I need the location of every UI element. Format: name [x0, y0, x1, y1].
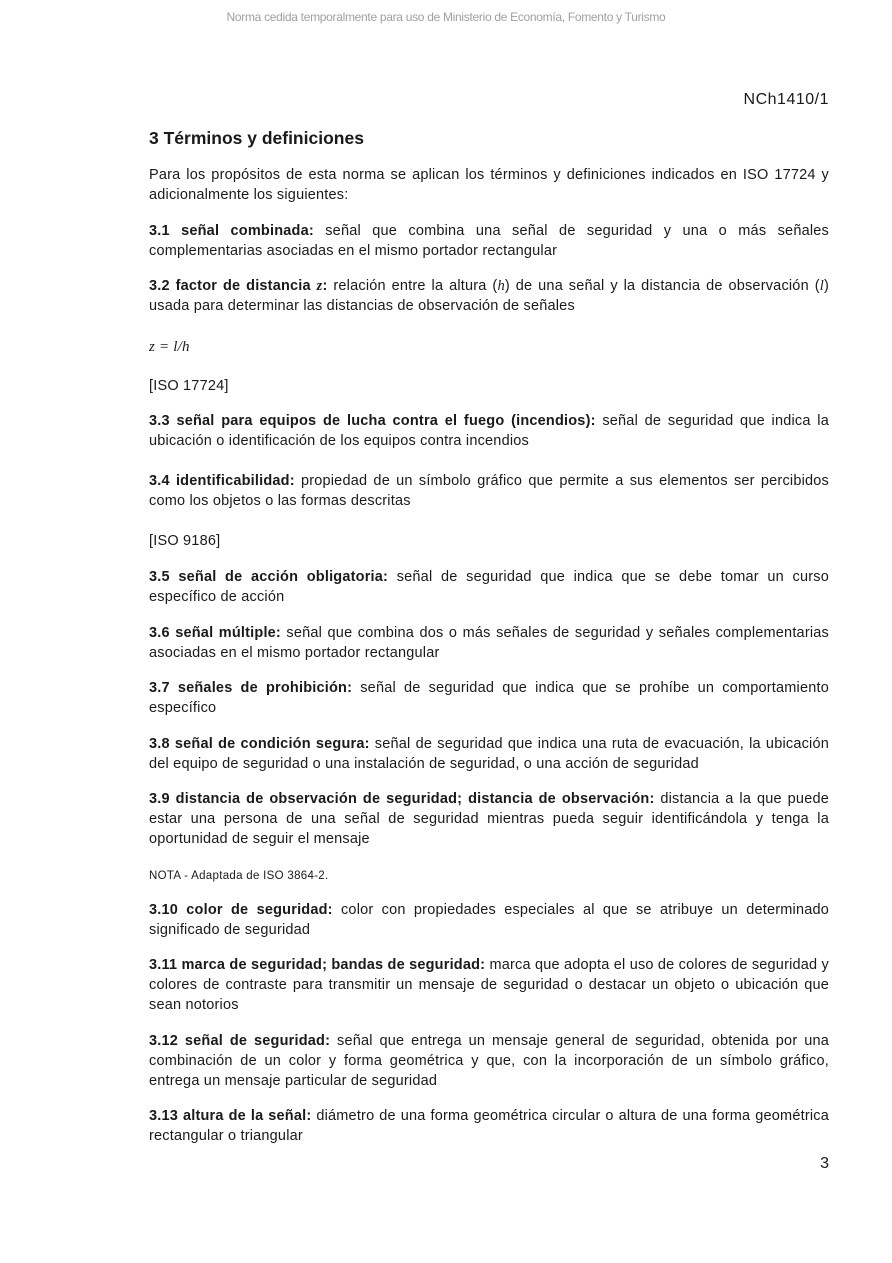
definition-3-4	[149, 471, 829, 511]
definition-3-3	[149, 411, 829, 451]
term: 3.8 señal de condición segura:	[149, 736, 370, 752]
definition-text: señal de seguridad que indica que se debe tomar un curso específico de acción	[149, 569, 829, 605]
symbol-h: h	[497, 278, 505, 294]
definition-text: distancia a la que puede estar una persona de una señal de seguridad mientras pueda seguir identificándola y tenga la oportunidad de seguir el mensaje	[149, 791, 829, 847]
definition-3-7	[149, 678, 829, 718]
term: 3.11 marca de seguridad; bandas de seguridad:	[149, 957, 486, 973]
term-symbol: z	[316, 278, 323, 294]
definition-text: señal que combina dos o más señales de seguridad y señales complementarias asociadas en el mismo portador rectangular	[149, 625, 829, 661]
term: 3.2 factor de distancia	[149, 278, 317, 294]
term: 3.12 señal de seguridad:	[149, 1033, 331, 1049]
definition-text: señal de seguridad que indica una ruta de evacuación, la ubicación del equipo de seguridad o una instalación de seguridad, o una acción de seguridad	[149, 736, 829, 772]
symbol-l: l	[819, 278, 824, 294]
term: 3.7 señales de prohibición:	[149, 680, 353, 696]
definition-text: relación entre la altura (	[327, 278, 498, 294]
term: 3.10 color de seguridad:	[149, 902, 333, 918]
definition-text: señal que combina una señal de seguridad y una o más señales complementarias asociadas en el mismo portador rectangular	[149, 223, 829, 259]
definition-text: señal que entrega un mensaje general de seguridad, obtenida por una combinación de un color y forma geométrica y que, con la incorporación de un símbolo gráfico, entrega un mensaje particular de seguridad	[149, 1033, 829, 1089]
section-heading: 3 Términos y definiciones	[149, 128, 364, 148]
reference-iso-9186: [ISO 9186]	[149, 533, 221, 549]
term: 3.6 señal múltiple:	[149, 625, 281, 641]
term: 3.5 señal de acción obligatoria:	[149, 569, 389, 585]
definition-3-2	[149, 276, 829, 316]
definition-3-10	[149, 900, 829, 940]
definition-3-1	[149, 221, 829, 261]
definition-text: color con propiedades especiales al que se atribuye un determinado significado de seguridad	[149, 902, 830, 938]
definition-3-9	[149, 789, 829, 849]
watermark: Norma cedida temporalmente para uso de Ministerio de Economía, Fomento y Turismo	[226, 10, 666, 24]
page-number: 3	[820, 1155, 829, 1172]
document-id: NCh1410/1	[743, 91, 829, 108]
definition-3-6	[149, 623, 829, 663]
term: 3.13 altura de la señal:	[149, 1108, 312, 1124]
definition-text: ) de una señal y la distancia de observación (	[504, 278, 820, 294]
definition-text: marca que adopta el uso de colores de seguridad y colores de contraste para transmitir un mensaje de seguridad o destacar un objeto o ubicación que sean notorios	[149, 957, 829, 1013]
term-colon: :	[322, 278, 328, 294]
definition-text: ) usada para determinar las distancias de observación de señales	[149, 278, 829, 314]
definition-text: señal de seguridad que indica la ubicación o identificación de los equipos contra incendios	[149, 413, 829, 449]
term: 3.1 señal combinada:	[149, 223, 314, 239]
term: 3.9 distancia de observación de seguridad; distancia de observación:	[149, 791, 655, 807]
intro-paragraph: Para los propósitos de esta norma se aplican los términos y definiciones indicados en ISO 17724 y adicionalmente los siguientes:	[149, 167, 829, 203]
definition-text: señal de seguridad que indica que se prohíbe un comportamiento específico	[149, 680, 830, 716]
formula: z = l/h	[149, 339, 190, 355]
term: 3.3 señal para equipos de lucha contra el fuego (incendios):	[149, 413, 596, 429]
definition-3-12	[149, 1031, 829, 1091]
definition-3-5	[149, 567, 829, 607]
definition-3-11	[149, 955, 829, 1015]
definition-3-13	[149, 1106, 829, 1146]
definition-text: propiedad de un símbolo gráfico que permite a sus elementos ser percibidos como los objetos o las formas descritas	[149, 473, 829, 509]
definition-3-8	[149, 734, 829, 774]
note: NOTA - Adaptada de ISO 3864-2.	[149, 870, 329, 882]
definition-text: diámetro de una forma geométrica circular o altura de una forma geométrica rectangular o triangular	[149, 1108, 829, 1144]
reference-iso-17724: [ISO 17724]	[149, 378, 229, 394]
term: 3.4 identificabilidad:	[149, 473, 295, 489]
